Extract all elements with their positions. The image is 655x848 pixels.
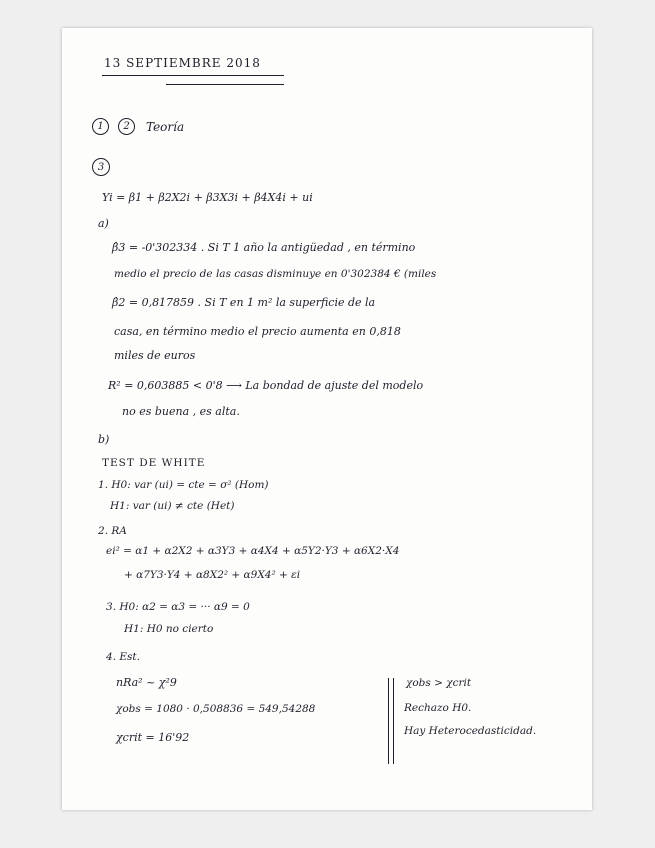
step3-h1: H1: H0 no cierto [124,623,214,635]
b3-interpretation-line-1: β̂3 = -0'302334 . Si T 1 año la antigüedad , en término [112,241,416,254]
handwritten-page [62,28,592,810]
b2-interpretation-line-1: β̂2 = 0,817859 . Si T en 1 m² la superficie de la [112,296,376,309]
model-equation: Yi = β1 + β2X2i + β3X3i + β4X4i + ui [102,191,313,204]
hypothesis-h0: 1. H0: var (ui) = cte = σ² (Hom) [98,479,269,491]
chi-observed: χobs = 1080 · 0,508836 = 549,54288 [116,703,316,715]
conclusion-reject: Rechazo H0. [404,702,472,714]
r2-interpretation-line-1: R² = 0,603885 < 0'8 ⟶ La bondad de ajuste del modelo [108,379,424,392]
b2-interpretation-line-3: miles de euros [114,349,196,362]
auxiliary-regression-label: 2. RA [98,525,127,537]
auxiliary-regression-line-1: ei² = α1 + α2X2 + α3Y3 + α4X4 + α5Y2·Y3 + α6X2·X4 [106,545,400,557]
date-heading: 13 SEPTIEMBRE 2018 [104,56,261,70]
conclusion-bar-2 [393,678,394,764]
part-b-label: b) [98,433,110,446]
step3-h0: 3. H0: α2 = α3 = ··· α9 = 0 [106,601,250,613]
chi-critical: χcrit = 16'92 [116,731,190,744]
test-title: TEST DE WHITE [102,457,206,469]
teoria-label: Teoría [146,120,185,134]
b2-interpretation-line-2: casa, en término medio el precio aumenta en 0,818 [114,325,401,338]
part-a-label: a) [98,217,109,230]
b3-interpretation-line-2: medio el precio de las casas disminuye en 0'302384 € (miles [114,268,437,280]
circle-number-2: 2 [118,118,135,135]
r2-interpretation-line-2: no es buena , es alta. [122,405,240,418]
conclusion-heteroskedasticity: Hay Heterocedasticidad. [404,725,537,737]
circle-number-3: 3 [92,158,110,176]
circle-number-1: 1 [92,118,109,135]
conclusion-comparison: χobs > χcrit [406,677,472,689]
test-statistic: nRa² ~ χ²9 [116,676,177,689]
date-underline [102,75,284,76]
date-underline-2 [166,84,284,85]
hypothesis-h1: H1: var (ui) ≠ cte (Het) [110,500,235,512]
auxiliary-regression-line-2: + α7Y3·Y4 + α8X2² + α9X4² + εi [124,569,301,581]
step4-label: 4. Est. [106,651,140,663]
conclusion-bar-1 [388,678,389,764]
